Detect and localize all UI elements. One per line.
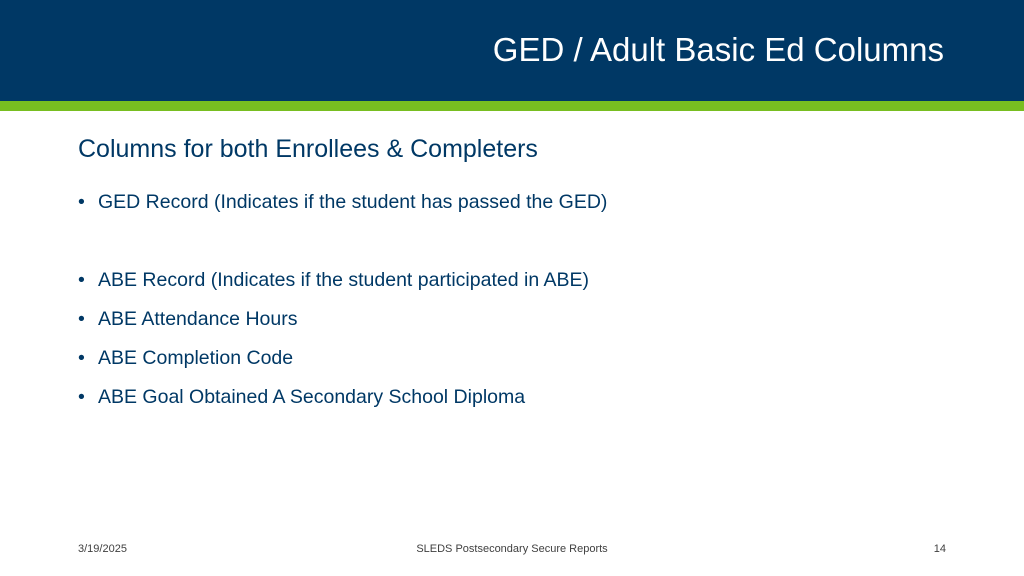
bullet-text-abe-record: ABE Record (Indicates if the student participated in ABE) xyxy=(98,269,590,291)
section-subheading: Columns for both Enrollees & Completers xyxy=(78,135,538,163)
bullet-text-abe-attendance: ABE Attendance Hours xyxy=(98,308,298,330)
accent-stripe xyxy=(0,101,1024,111)
bullet-item xyxy=(78,342,958,374)
footer-date: 3/19/2025 xyxy=(78,543,127,555)
bullet-item xyxy=(78,264,958,296)
footer-center-text: SLEDS Postsecondary Secure Reports xyxy=(416,543,608,555)
bullet-icon: • xyxy=(78,386,85,408)
slide-title: GED / Adult Basic Ed Columns xyxy=(492,31,944,68)
bullet-list xyxy=(78,186,958,420)
bullet-text-abe-goal: ABE Goal Obtained A Secondary School Diploma xyxy=(98,386,526,408)
bullet-icon: • xyxy=(78,269,85,291)
bullet-item xyxy=(78,186,958,218)
bullet-text-abe-completion: ABE Completion Code xyxy=(98,347,294,369)
bullet-icon: • xyxy=(78,308,85,330)
bullet-text-ged-record: GED Record (Indicates if the student has passed the GED) xyxy=(98,191,608,213)
footer-page-number: 14 xyxy=(933,543,946,555)
bullet-icon: • xyxy=(78,347,85,369)
bullet-item xyxy=(78,381,958,413)
bullet-icon: • xyxy=(78,191,85,213)
header-band xyxy=(0,0,1024,101)
bullet-item xyxy=(78,303,958,335)
